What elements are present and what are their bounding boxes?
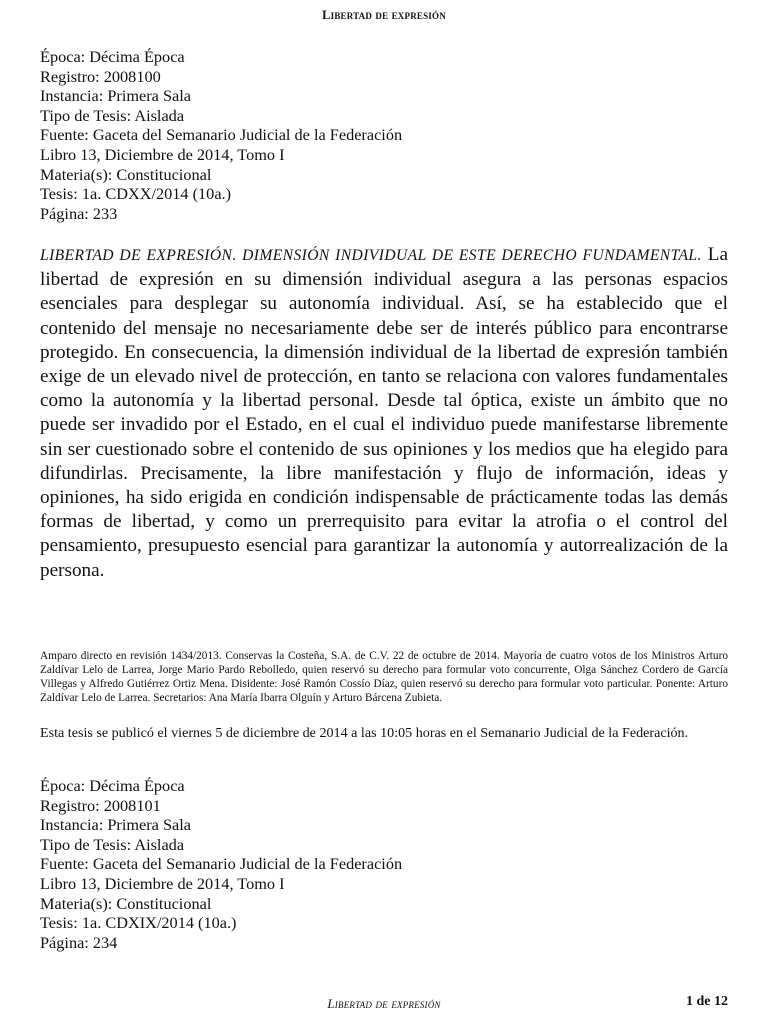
materia-line: Materia(s): Constitucional [40,893,212,913]
registro-line: Registro: 2008100 [40,66,161,86]
thesis-body [40,243,728,583]
fuente-line: Fuente: Gaceta del Semanario Judicial de la Federación [40,854,403,874]
pagina-line: Página: 233 [40,203,118,223]
thesis-metadata-1 [40,47,402,223]
page-number: 1 de 12 [686,994,728,1009]
thesis-metadata-2 [40,776,402,952]
epoca-line: Época: Décima Época [40,776,185,795]
registro-line: Registro: 2008101 [40,795,161,815]
libro-line: Libro 13, Diciembre de 2014, Tomo I [40,873,285,893]
thesis-text: La libertad de expresión en su dimensión individual asegura a las personas espacios esenciales para desplegar su autonomía individual. Así, se ha establecido que el contenido del mensaje no necesariamente debe ser de interés público para encontrarse protegido. En consecuencia, la dimensión individual de la libertad de expresión también exige de un elevado nivel de protección, en tanto se relaciona con valores fundamentales como la autonomía y la libertad personal. Desde tal óptica, existe un ámbito que no puede ser invadido por el Estado, en el cual el individuo puede manifestarse libremente sin ser cuestionado sobre el contenido de sus opiniones y los medios que ha elegido para difundirlas. Precisamente, la libre manifestación y flujo de información, ideas y opiniones, ha sido erigida en condición indispensable de prácticamente todas las demás formas de libertad, y como un prerrequisito para evitar la atrofia o el control del pensamiento, presupuesto esencial para garantizar la autonomía y autorrealización de la persona. [40,244,728,581]
libro-line: Libro 13, Diciembre de 2014, Tomo I [40,144,285,164]
tipo-tesis-line: Tipo de Tesis: Aislada [40,105,185,125]
materia-line: Materia(s): Constitucional [40,164,212,184]
thesis-rubro: LIBERTAD DE EXPRESIÓN. DIMENSIÓN INDIVIDUAL DE ESTE DERECHO FUNDAMENTAL. [40,247,702,264]
instancia-line: Instancia: Primera Sala [40,815,191,835]
fuente-line: Fuente: Gaceta del Semanario Judicial de la Federación [40,125,403,145]
page-footer-title: Libertad de expresión [327,996,441,1011]
instancia-line: Instancia: Primera Sala [40,86,191,106]
publication-note: Esta tesis se publicó el viernes 5 de diciembre de 2014 a las 10:05 horas en el Semanario Judicial de la Federación. [40,725,689,741]
precedent-note: Amparo directo en revisión 1434/2013. Conservas la Costeña, S.A. de C.V. 22 de octubre de 2014. Mayoría de cuatro votos de los Ministros Arturo Zaldívar Lelo de Larrea, Jorge Mario Pardo Rebolledo, quien reservó su derecho para formular voto concurrente, Olga Sánchez Cordero de García Villegas y Alfredo Gutiérrez Ortiz Mena. Disidente: José Ramón Cossío Díaz, quien reservó su derecho para formular voto particular. Ponente: Arturo Zaldívar Lelo de Larrea. Secretarios: Ana María Ibarra Olguín y Arturo Bárcena Zubieta. [40,650,728,704]
pagina-line: Página: 234 [40,932,118,952]
epoca-line: Época: Décima Época [40,47,185,66]
tipo-tesis-line: Tipo de Tesis: Aislada [40,834,185,854]
page-header-title: Libertad de expresión [322,8,446,22]
tesis-line: Tesis: 1a. CDXX/2014 (10a.) [40,184,232,204]
tesis-line: Tesis: 1a. CDXIX/2014 (10a.) [40,913,237,933]
